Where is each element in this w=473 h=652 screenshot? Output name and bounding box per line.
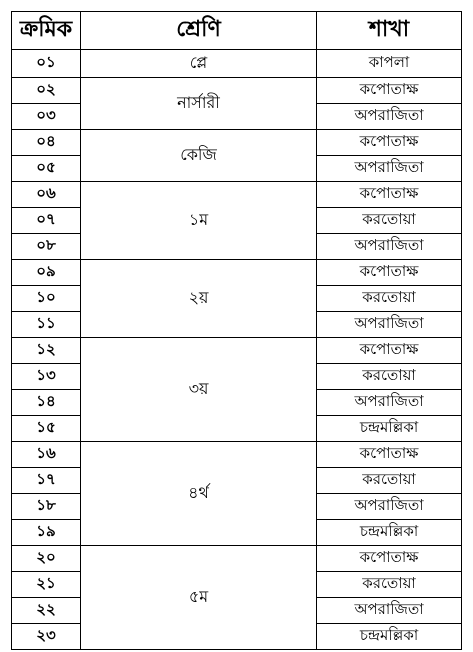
section-cell: কপোতাক্ষ — [317, 546, 462, 572]
class-cell: ২য় — [81, 260, 317, 338]
serial-cell: ০৪ — [12, 130, 81, 156]
section-cell: কপোতাক্ষ — [317, 78, 462, 104]
header-serial: ক্রমিক — [12, 12, 81, 50]
serial-cell: ২১ — [12, 572, 81, 598]
section-cell: কপোতাক্ষ — [317, 130, 462, 156]
serial-cell: ০৫ — [12, 156, 81, 182]
serial-cell: ১৫ — [12, 416, 81, 442]
section-cell: অপরাজিতা — [317, 312, 462, 338]
section-cell: চন্দ্রমল্লিকা — [317, 416, 462, 442]
header-class: শ্রেণি — [81, 12, 317, 50]
section-cell: করতোয়া — [317, 208, 462, 234]
table-body — [12, 50, 462, 650]
class-cell: কেজি — [81, 130, 317, 182]
section-cell: অপরাজিতা — [317, 156, 462, 182]
table-row — [12, 338, 462, 364]
table-row — [12, 130, 462, 156]
section-cell: কপোতাক্ষ — [317, 338, 462, 364]
header-section: শাখা — [317, 12, 462, 50]
serial-cell: ০৩ — [12, 104, 81, 130]
section-cell: কপোতাক্ষ — [317, 442, 462, 468]
serial-cell: ১৮ — [12, 494, 81, 520]
serial-cell: ১৪ — [12, 390, 81, 416]
class-cell: ৫ম — [81, 546, 317, 650]
serial-cell: ০৯ — [12, 260, 81, 286]
table-row — [12, 78, 462, 104]
class-cell: প্লে — [81, 50, 317, 78]
table-row — [12, 260, 462, 286]
section-cell: চন্দ্রমল্লিকা — [317, 624, 462, 650]
header-row — [12, 12, 462, 50]
class-cell: নার্সারী — [81, 78, 317, 130]
section-cell: করতোয়া — [317, 572, 462, 598]
class-cell: ৪র্থ — [81, 442, 317, 546]
class-section-table-container — [11, 11, 462, 650]
section-cell: করতোয়া — [317, 468, 462, 494]
table-row — [12, 50, 462, 78]
section-cell: অপরাজিতা — [317, 234, 462, 260]
section-cell: করতোয়া — [317, 286, 462, 312]
serial-cell: ০২ — [12, 78, 81, 104]
serial-cell: ০৮ — [12, 234, 81, 260]
section-cell: অপরাজিতা — [317, 390, 462, 416]
section-cell: চন্দ্রমল্লিকা — [317, 520, 462, 546]
serial-cell: ১৬ — [12, 442, 81, 468]
table-row — [12, 546, 462, 572]
section-cell: অপরাজিতা — [317, 598, 462, 624]
serial-cell: ২২ — [12, 598, 81, 624]
serial-cell: ১৯ — [12, 520, 81, 546]
serial-cell: ১৭ — [12, 468, 81, 494]
class-cell: ৩য় — [81, 338, 317, 442]
class-cell: ১ম — [81, 182, 317, 260]
serial-cell: ০৭ — [12, 208, 81, 234]
class-section-table — [11, 11, 462, 650]
section-cell: কপোতাক্ষ — [317, 260, 462, 286]
serial-cell: ২৩ — [12, 624, 81, 650]
section-cell: করতোয়া — [317, 364, 462, 390]
serial-cell: ১২ — [12, 338, 81, 364]
serial-cell: ১১ — [12, 312, 81, 338]
serial-cell: ০৬ — [12, 182, 81, 208]
table-row — [12, 442, 462, 468]
serial-cell: ০১ — [12, 50, 81, 78]
table-row — [12, 182, 462, 208]
serial-cell: ১০ — [12, 286, 81, 312]
section-cell: কাপলা — [317, 50, 462, 78]
section-cell: অপরাজিতা — [317, 494, 462, 520]
section-cell: অপরাজিতা — [317, 104, 462, 130]
serial-cell: ২০ — [12, 546, 81, 572]
serial-cell: ১৩ — [12, 364, 81, 390]
section-cell: কপোতাক্ষ — [317, 182, 462, 208]
